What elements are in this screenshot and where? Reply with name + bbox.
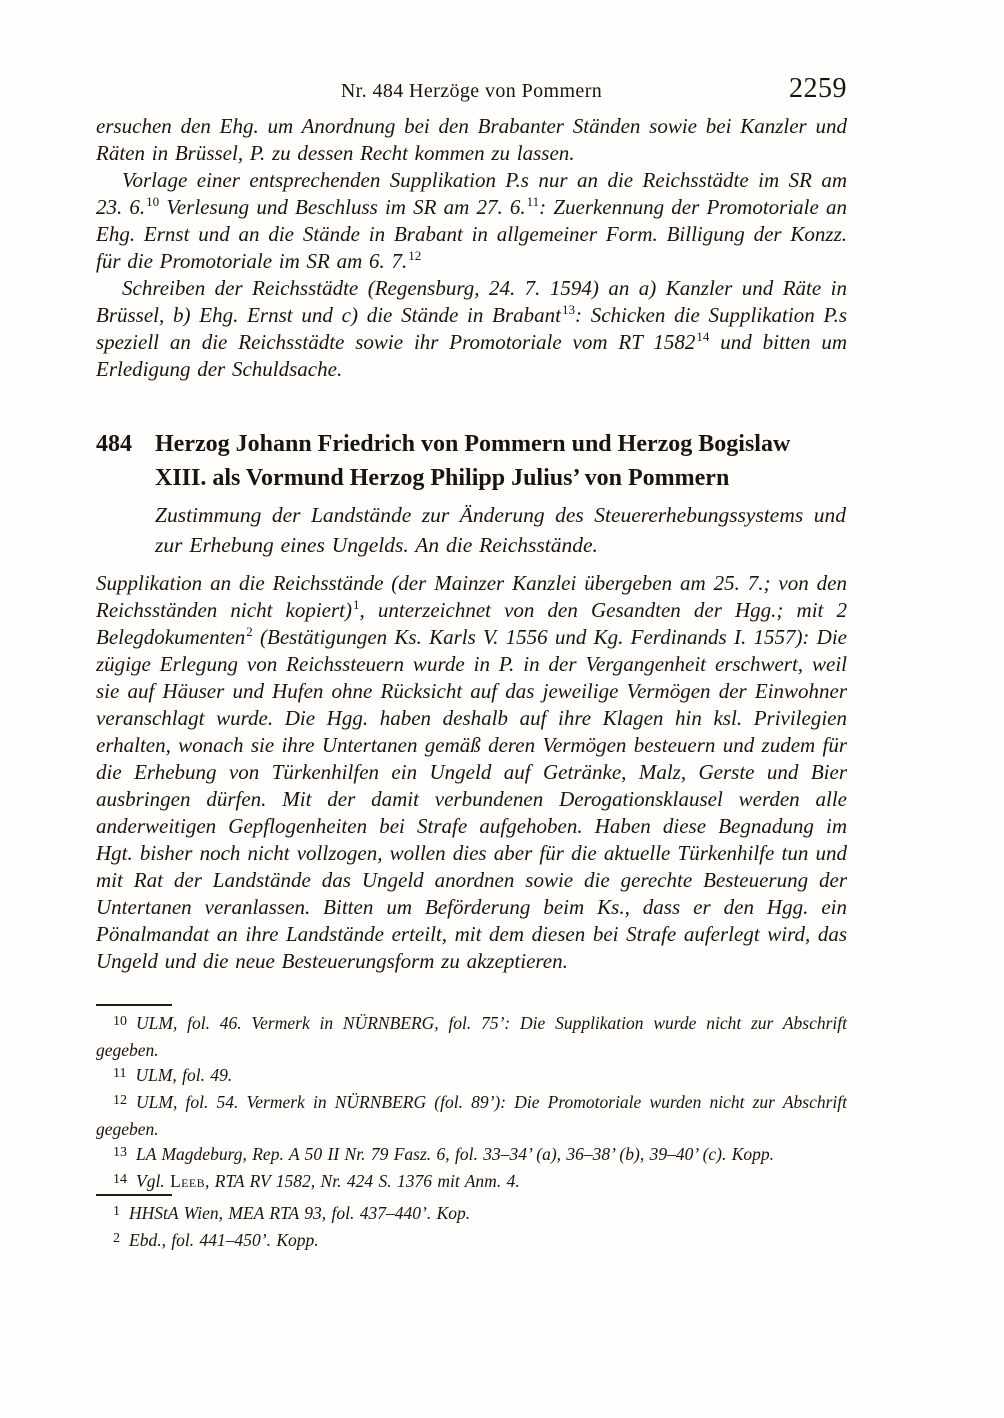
- entry-summary: Zustimmung der Landstände zur Änderung des Steuererhebungssystems und zur Erhebung eines Ungelds. An die Reichsstände.: [155, 503, 846, 557]
- footnote: $^2$ Ebd., fol. 441–450’. Kopp.: [113, 1230, 319, 1250]
- smallcaps-name: Leeb: [170, 1171, 206, 1191]
- footnote-marker: 1: [113, 1204, 120, 1219]
- footnote-reference: 10: [146, 194, 160, 209]
- footnote: $^{11}$ ULM, fol. 49.: [113, 1065, 233, 1085]
- footnote-reference: 12: [408, 248, 422, 263]
- footnote-reference: 2: [246, 624, 253, 639]
- intro-paragraphs: [96, 113, 847, 383]
- footnote-marker: 12: [113, 1093, 127, 1108]
- paragraph: Vorlage einer entsprechenden Supplikation P.s nur an die Reichsstädte im SR am 23. 6.10 Verlesung und Beschluss im SR am 27. 6.11: Zuerkennung der Promotoriale an Ehg. Ernst und an die Stände in Brabant in allgemeiner Form. Billigung der Konzz. für die Promotoriale im SR am 6. 7.12: [96, 168, 847, 273]
- footnote: $^{12}$ ULM, fol. 54. Vermerk in NÜRNBERG (fol. 89’): Die Promotoriale wurden nicht zur Abschrift gegeben.: [96, 1092, 847, 1139]
- footnote-reference: 13: [561, 302, 575, 317]
- entry-body: [96, 570, 847, 975]
- running-head: [96, 73, 847, 110]
- page-number: 2259: [789, 73, 847, 104]
- footnote: $^{13}$ LA Magdeburg, Rep. A 50 II Nr. 79 Fasz. 6, fol. 33–34’ (a), 36–38’ (b), 39–40’ (c). Kopp.: [113, 1144, 775, 1164]
- paragraph: Supplikation an die Reichsstände (der Mainzer Kanzlei übergeben am 25. 7.; von den Reichsständen nicht kopiert)$^1$, unterzeichnet von den Gesandten der Hgg.; mit 2 Belegdokumenten$^2$ (Bestätigungen Ks. Karls V. 1556 und Kg. Ferdinands I. 1557): Die zügige Erlegung von Reichssteuern wurde in P. in der Vergangenheit erschwert, weil sie auf Häuser und Hufen ohne Rücksicht auf das jeweilige Vermögen der Einwohner veranschlagt wurde. Die Hgg. haben deshalb auf ihre Klagen hin ksl. Privilegien erhalten, wonach sie ihre Untertanen gemäß deren Vermögen besteuern und zudem für die Erhebung von Türkenhilfen ein Ungeld auf Getränke, Malz, Gerste und Bier ausbringen dürfen. Mit der damit verbundenen Derogationsklausel werden alle anderweitigen Gepflogenheiten bei Strafe aufgehoben. Haben diese Begnadung im Hgt. bisher noch nicht vollzogen, wollen dies aber für die aktuelle Türkenhilfe tun und mit Rat der Landstände das Ungeld anordnen sowie die gerechte Besteuerung der Untertanen veranlassen. Bitten um Beförderung beim Ks., dass er den Hgg. ein Pönalmandat an ihre Landstände erteilt, mit dem diesen bei Strafe auferlegt wird, das Ungeld und die neue Besteuerungsform zu akzeptieren.: [96, 571, 847, 973]
- footnote-marker: 11: [113, 1066, 127, 1081]
- running-title: Nr. 484 Herzöge von Pommern: [340, 80, 603, 102]
- footnote-reference: 11: [526, 194, 540, 209]
- entry-number: 484: [96, 431, 132, 457]
- footnote-block-secondary: [96, 1194, 847, 1255]
- footnote: $^1$ HHStA Wien, MEA RTA 93, fol. 437–440’. Kop.: [113, 1203, 471, 1223]
- footnote: $^{10}$ ULM, fol. 46. Vermerk in NÜRNBERG, fol. 75’: Die Supplikation wurde nicht zur Abschrift gegeben.: [96, 1013, 847, 1060]
- footnote-marker: 13: [113, 1145, 127, 1160]
- footnote-separator-rule: [96, 1004, 172, 1006]
- footnote-separator-rule: [96, 1194, 172, 1196]
- footnote-list: [96, 1201, 847, 1255]
- footnote: $^{14}$ Vgl. Leeb, RTA RV 1582, Nr. 424 S. 1376 mit Anm. 4.: [113, 1171, 520, 1191]
- entry-title: Herzog Johann Friedrich von Pommern und Herzog Bogislaw XIII. als Vormund Herzog Philipp Julius’ von Pommern: [155, 431, 791, 491]
- entry-heading: [96, 427, 847, 495]
- paragraph: Schreiben der Reichsstädte (Regensburg, 24. 7. 1594) an a) Kanzler und Räte in Brüssel, b) Ehg. Ernst und c) die Stände in Brabant$^{13}$: Schicken die Supplikation P.s speziell an die Reichsstädte sowie ihr Promotoriale vom RT 1582$^{14}$ und bitten um Erledigung der Schuldsache.: [96, 276, 848, 381]
- footnote-marker: 14: [113, 1172, 127, 1187]
- footnote-reference: 14: [696, 329, 710, 344]
- footnote-list: [96, 1011, 847, 1196]
- paragraph: ersuchen den Ehg. um Anordnung bei den Brabanter Ständen sowie bei Kanzler und Räten in Brüssel, P. zu dessen Recht kommen zu lassen.: [96, 114, 847, 165]
- footnote-reference: 1: [353, 597, 360, 612]
- footnote-block-primary: [96, 1004, 847, 1196]
- footnote-marker: 10: [113, 1014, 127, 1029]
- footnote-marker: 2: [113, 1231, 120, 1246]
